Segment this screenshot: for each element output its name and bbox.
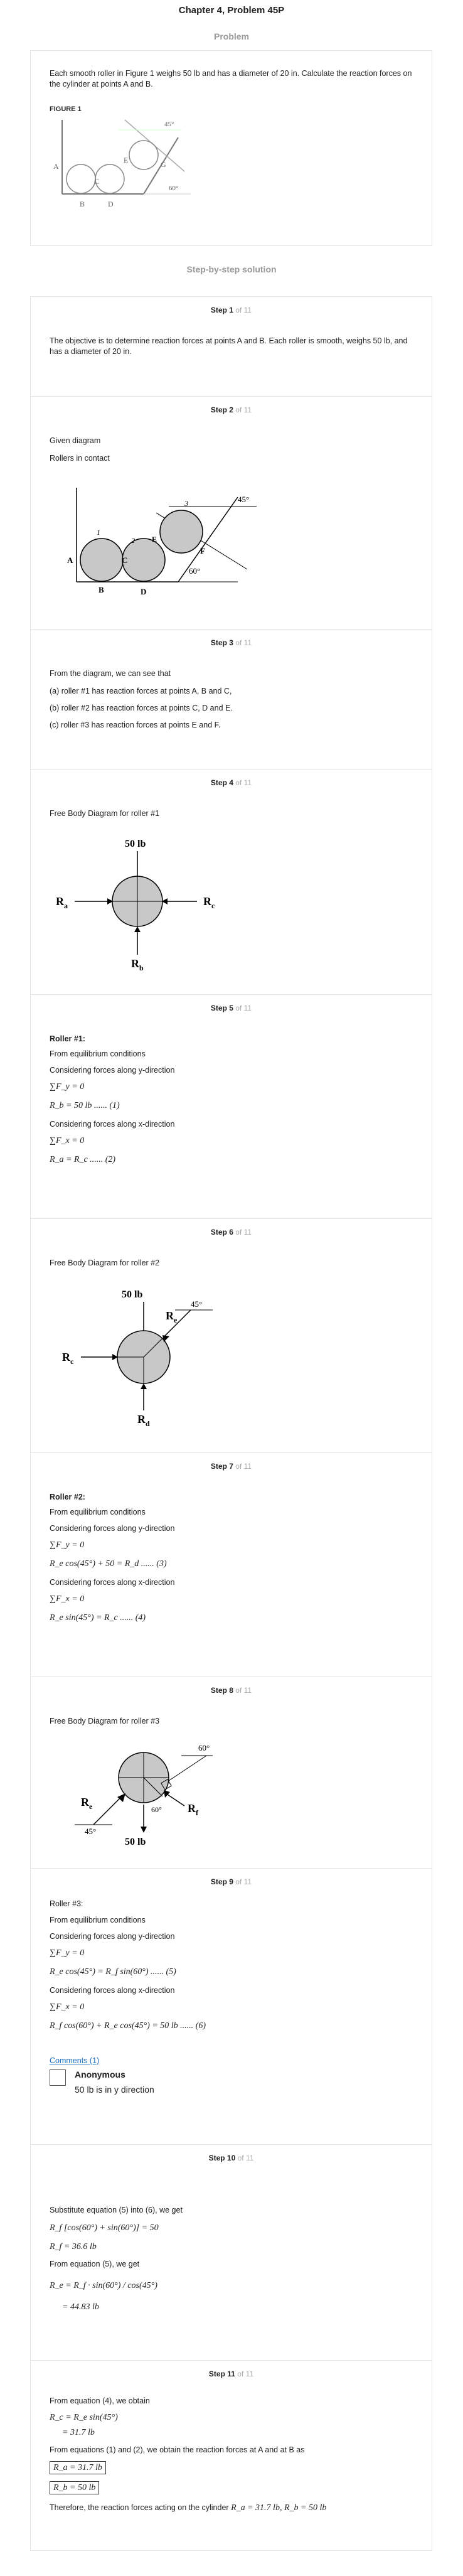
comment-text: 50 lb is in y direction [75, 2085, 154, 2095]
eq-9-1: ∑F_y = 0 [50, 1948, 85, 1958]
eq-9-2: R_e cos(45°) = R_f sin(60°) ...... (5) [50, 1967, 176, 1977]
fig-angle-60: 60° [169, 185, 179, 192]
step-5-heading: Roller #1: [50, 1034, 85, 1043]
fig-label-c: C [94, 177, 100, 186]
fbd-roller-3 [50, 1737, 263, 1862]
step-7-header: Step 7 of 11 [210, 1462, 252, 1471]
solution-heading: Step-by-step solution [186, 264, 277, 274]
result-ra: R_a = 31.7 lb [50, 2461, 106, 2474]
svg-text:45°: 45° [238, 495, 250, 504]
step-7-line-1: From equilibrium conditions [50, 1508, 146, 1516]
problem-figure [50, 114, 200, 214]
svg-text:D: D [141, 587, 147, 596]
comments-link[interactable]: Comments (1) [50, 2056, 100, 2065]
step-2-card [30, 396, 432, 630]
step-7-line-2: Considering forces along y-direction [50, 1524, 175, 1533]
step-11-line-1: From equation (4), we obtain [50, 2396, 150, 2405]
eq-10-3: R_e = R_f · sin(60°) / cos(45°) [50, 2281, 157, 2290]
step-9-card [30, 1868, 432, 2145]
svg-text:Re: $R_e$ [166, 1309, 178, 1324]
step-3-header: Step 3 of 11 [210, 638, 252, 647]
step-9-line-3: Considering forces along x-direction [50, 1986, 175, 1995]
eq-7-1: ∑F_y = 0 [50, 1540, 85, 1550]
rollers-diagram [50, 472, 275, 598]
step-10-line-1: Substitute equation (5) into (6), we get [50, 2206, 183, 2214]
eq-5-2: R_b = 50 lb ...... (1) [50, 1101, 120, 1110]
svg-text:Rc: $R_c$ [203, 895, 215, 910]
eq-9-3: ∑F_x = 0 [50, 2002, 85, 2012]
comment-author: Anonymous [75, 2069, 125, 2080]
fig-label-a: A [53, 162, 59, 171]
step-9-header: Step 9 of 11 [210, 1877, 252, 1886]
step-5-line-2: Considering forces along y-direction [50, 1066, 175, 1075]
step-3-card [30, 629, 432, 770]
step-3-line-1: From the diagram, we can see that [50, 669, 171, 678]
fig-label-d: D [108, 200, 114, 208]
svg-text:A: A [67, 555, 73, 565]
eq-9-4: R_f cos(60°) + R_e cos(45°) = 50 lb ...... (6) [50, 2021, 206, 2031]
fbd-roller-1 [50, 832, 238, 970]
eq-11-1: R_c = R_e sin(45°) [50, 2413, 118, 2422]
problem-heading: Problem [213, 31, 249, 41]
step-9-heading: Roller #3: [50, 1899, 83, 1908]
svg-text:B: B [98, 585, 104, 594]
step-9-line-1: From equilibrium conditions [50, 1916, 146, 1924]
step-3-line-3: (b) roller #2 has reaction forces at points C, D and E. [50, 704, 233, 712]
step-7-card [30, 1452, 432, 1677]
eq-11-2: = 31.7 lb [62, 2428, 95, 2437]
step-6-card [30, 1218, 432, 1453]
page-title: Chapter 4, Problem 45P [178, 5, 285, 16]
svg-text:3: 3 [184, 499, 188, 508]
step-6-text: Free Body Diagram for roller #2 [50, 1258, 160, 1267]
svg-text:45°: 45° [191, 1299, 203, 1309]
eq-10-1: R_f [cos(60°) + sin(60°)] = 50 [50, 2223, 159, 2233]
eq-7-4: R_e sin(45°) = R_c ...... (4) [50, 1613, 146, 1623]
problem-text: Each smooth roller in Figure 1 weighs 50 lb and has a diameter of 20 in. Calculate the reaction forces on the cylinder at points A and B. [50, 69, 412, 89]
step-5-header: Step 5 of 11 [210, 1004, 252, 1012]
svg-text:Rf: $R_f$ [188, 1802, 198, 1817]
svg-text:C: C [122, 555, 128, 565]
step-11-card [30, 2360, 432, 2551]
svg-text:60°: 60° [151, 1805, 162, 1814]
step-10-header: Step 10 of 11 [208, 2154, 254, 2162]
step-2-line-1: Given diagram [50, 436, 101, 445]
eq-10-4: = 44.83 lb [62, 2302, 99, 2312]
svg-text:Rb: $R_b$ [131, 957, 144, 970]
step-8-card [30, 1677, 432, 1869]
svg-text:50 lb: 50 lb [122, 1289, 143, 1300]
step-9-line-2: Considering forces along y-direction [50, 1932, 175, 1941]
eq-7-3: ∑F_x = 0 [50, 1594, 85, 1604]
step-4-text: Free Body Diagram for roller #1 [50, 809, 160, 818]
eq-5-4: R_a = R_c ...... (2) [50, 1155, 116, 1164]
step-3-line-4: (c) roller #3 has reaction forces at points E and F. [50, 721, 221, 729]
fig-label-b: B [80, 200, 85, 208]
svg-text:Rc: $R_c$ [62, 1351, 74, 1366]
svg-text:E: E [152, 535, 157, 544]
eq-7-2: R_e cos(45°) + 50 = R_d ...... (3) [50, 1559, 167, 1569]
step-2-line-2: Rollers in contact [50, 454, 110, 463]
svg-text:1: 1 [97, 528, 100, 537]
svg-text:Re: $R_e$ [81, 1796, 93, 1811]
svg-text:Ra: $R_a$ [56, 895, 68, 910]
svg-text:50 lb: 50 lb [125, 1837, 146, 1847]
eq-5-3: ∑F_x = 0 [50, 1136, 85, 1146]
step-1-text: The objective is to determine reaction forces at points A and B. Each roller is smooth, weighs 50 lb, and has a diameter of 20 in. [50, 336, 408, 356]
fig-label-g: G [161, 160, 166, 169]
step-11-header: Step 11 of 11 [208, 2369, 254, 2378]
fbd-roller-2 [50, 1282, 263, 1432]
svg-text:2: 2 [131, 536, 135, 545]
step-8-text: Free Body Diagram for roller #3 [50, 1717, 160, 1725]
svg-text:Rd: $R_d$ [137, 1413, 150, 1428]
svg-text:60°: 60° [198, 1743, 210, 1752]
step-7-line-3: Considering forces along x-direction [50, 1578, 175, 1587]
step-5-card [30, 994, 432, 1219]
step-10-line-2: From equation (5), we get [50, 2260, 140, 2268]
fig-label-e: E [124, 156, 129, 164]
step-2-header: Step 2 of 11 [210, 405, 252, 414]
avatar [50, 2069, 66, 2086]
step-1-header: Step 1 of 11 [210, 306, 252, 314]
svg-text:60°: 60° [189, 566, 201, 576]
step-11-line-2: From equations (1) and (2), we obtain the reaction forces at A and at B as [50, 2445, 305, 2454]
step-10-card [30, 2144, 432, 2361]
svg-text:50 lb: 50 lb [125, 839, 146, 849]
step-5-line-3: Considering forces along x-direction [50, 1120, 175, 1129]
svg-text:45°: 45° [85, 1827, 97, 1836]
fig-angle-45: 45° [164, 121, 174, 128]
step-1-card [30, 296, 432, 397]
step-8-header: Step 8 of 11 [210, 1686, 252, 1695]
svg-text:F: F [200, 546, 205, 555]
step-4-header: Step 4 of 11 [210, 778, 252, 787]
step-7-heading: Roller #2: [50, 1493, 85, 1501]
step-3-line-2: (a) roller #1 has reaction forces at points A, B and C, [50, 687, 232, 695]
eq-10-2: R_f = 36.6 lb [50, 2242, 97, 2251]
step-4-card [30, 769, 432, 995]
problem-card [30, 50, 432, 246]
figure-label: FIGURE 1 [50, 105, 82, 113]
step-6-header: Step 6 of 11 [210, 1228, 252, 1237]
step-11-conclusion: Therefore, the reaction forces acting on the cylinder R_a = 31.7 lb, R_b = 50 lb [50, 2503, 327, 2513]
step-5-line-1: From equilibrium conditions [50, 1049, 146, 1058]
result-rb: R_b = 50 lb [50, 2481, 99, 2494]
eq-5-1: ∑F_y = 0 [50, 1082, 85, 1092]
